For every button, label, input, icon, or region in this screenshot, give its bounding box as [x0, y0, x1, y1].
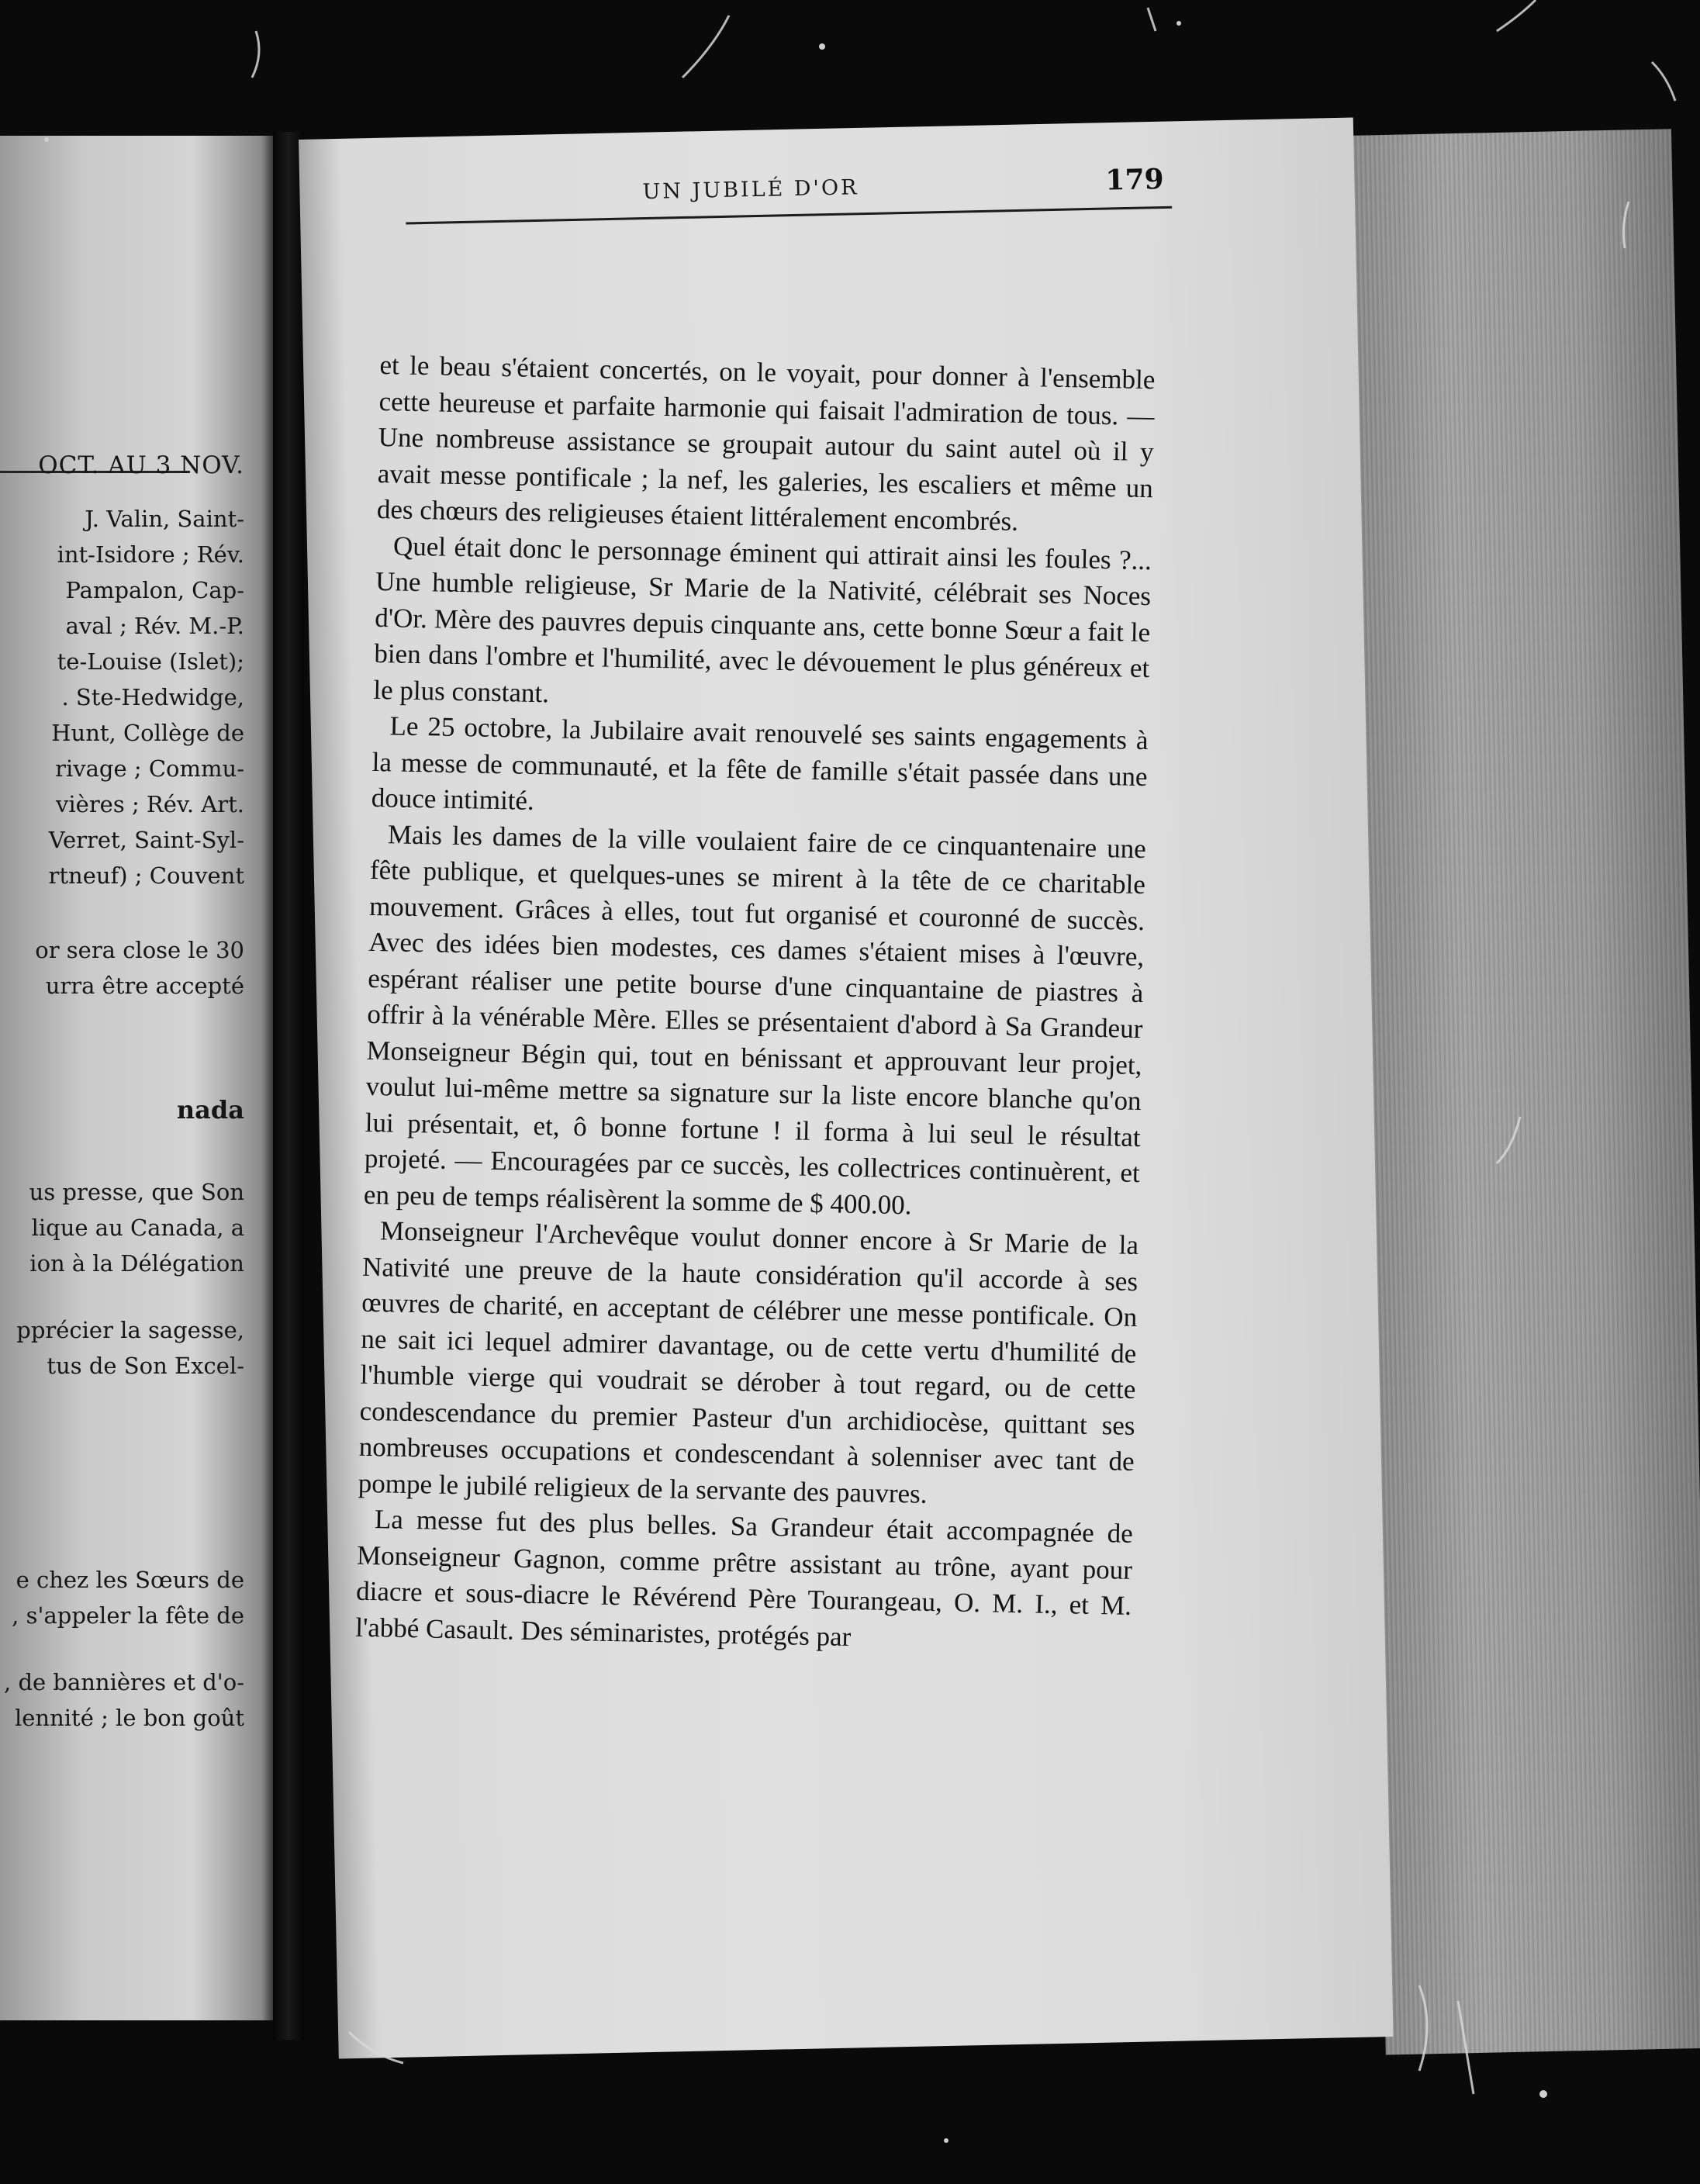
left-line: Hunt, Collège de: [51, 720, 244, 746]
left-line: . Ste-Hedwidge,: [61, 684, 244, 710]
left-line: lennité ; le bon goût: [14, 1705, 244, 1731]
left-line: e chez les Sœurs de: [16, 1567, 244, 1593]
page-block-edges: [1346, 129, 1700, 2054]
paragraph: Monseigneur l'Archevêque voulut donner encore à Sr Marie de la Nativité une preuve de la haute considération qu'il accorde à ses œuvres de charité, en acceptant de célébrer une messe pontificale. On ne sait ici lequel admirer davantage, ou de cette vertu d'humilité de l'humble vierge qui voudrait se dérober à tout regard, ou de cette condescendance du premier Pasteur d'un archidiocèse, quittant ses nombreuses occupations et condescendant à solenniser avec tant de pompe le jubilé religieux de la servante des pauvres.: [358, 1215, 1139, 1509]
left-line: Pampalon, Cap-: [65, 577, 244, 603]
page-body: [355, 347, 1156, 1660]
page-number: 179: [1104, 163, 1165, 197]
running-title: UN JUBILÉ D'OR: [642, 175, 859, 205]
paragraph: Quel était donc le personnage éminent qui attirait ainsi les foules ?... Une humble religieuse, Sr Marie de la Nativité, célébrait ses Noces d'Or. Mère des pauvres depuis cinquante ans, cette bonne Sœur a fait le bien dans l'ombre et l'humilité, avec le dévouement le plus généreux et le plus constant.: [373, 530, 1152, 708]
left-line: int-Isidore ; Rév.: [57, 541, 244, 568]
left-section-heading: nada: [176, 1095, 244, 1125]
left-line: rivage ; Commu-: [55, 755, 244, 782]
left-line: tus de Son Excel-: [47, 1353, 244, 1379]
book-gutter: [273, 132, 304, 2040]
left-line: ion à la Délégation: [29, 1250, 244, 1277]
left-page-header: OCT. AU 3 NOV.: [38, 451, 244, 479]
left-line: aval ; Rév. M.-P.: [65, 613, 244, 639]
left-line: lique au Canada, a: [31, 1215, 244, 1241]
paragraph: La messe fut des plus belles. Sa Grandeur était accompagnée de Monseigneur Gagnon, comme prêtre assistant au trône, ayant pour diacre et sous-diacre le Révérend Père Tourangeau, O. M. I., et M. l'abbé Casault. Des séminaristes, protégés par: [354, 1504, 1134, 1652]
left-line: or sera close le 30: [35, 937, 244, 963]
left-line: pprécier la sagesse,: [16, 1317, 244, 1343]
left-line: , s'appeler la fête de: [12, 1602, 244, 1629]
left-line: , de bannières et d'o-: [4, 1669, 244, 1695]
left-facing-page: [0, 136, 275, 2020]
left-line: te-Louise (Islet);: [57, 648, 244, 675]
paragraph: Le 25 octobre, la Jubilaire avait renouvelé ses saints engagements à la messe de communauté, et la fête de famille s'était passée dans une douce intimité.: [371, 710, 1149, 816]
left-line: vières ; Rév. Art.: [56, 791, 244, 817]
left-line: J. Valin, Saint-: [85, 506, 244, 532]
paragraph: et le beau s'étaient concertés, on le voyait, pour donner à l'ensemble cette heureuse et parfaite harmonie qui faisait l'admiration de tous. — Une nombreuse assistance se groupait autour du saint autel où il y avait messe pontificale ; la nef, les galeries, les escaliers et même un des chœurs des religieuses étaient littéralement encombrés.: [376, 349, 1156, 537]
left-line: urra être accepté: [45, 973, 244, 999]
left-line: rtneuf) ; Couvent: [48, 862, 244, 889]
left-line: us presse, que Son: [29, 1179, 244, 1205]
paragraph: Mais les dames de la ville voulaient faire de ce cinquantenaire une fête publique, et quelques-unes se mirent à la tête de ce charitable mouvement. Grâces à elles, tout fut organisé et couronné de succès. Avec des idées bien modestes, ces dames s'étaient mises à l'œuvre, espérant réaliser une petite bourse d'une cinquantaine de piastres à offrir à la vénérable Mère. Elles se présentaient d'abord à Sa Grandeur Monseigneur Bégin qui, tout en bénissant et approuvant leur projet, voulut lui-même mettre sa signature sur la liste encore blanche qu'on lui présentait, et, ô bonne fortune ! il forma à lui seul le résultat projeté. — Encouragées par ce succès, les collectrices continuèrent, et en peu de temps réalisèrent la somme de $ 400.00.: [363, 818, 1147, 1220]
left-line: Verret, Saint-Syl-: [48, 827, 244, 853]
